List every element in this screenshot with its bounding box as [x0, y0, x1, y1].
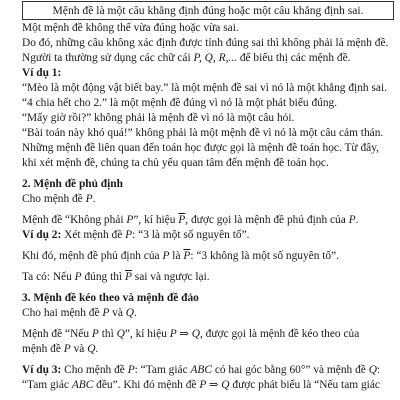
section-2-negation-definition: Mệnh đề “Không phải P”, kí hiệu $\overline{P}$, được gọi là mệnh đề phủ định của P.	[22, 214, 359, 226]
example-3-line-2: “Tam giác ABC đều”. Khi đó mệnh đề P ⇒ Q được phát biểu là “Nếu tam giác	[22, 379, 380, 391]
example-1-line-1: “Mèo là một động vật biết bay.” là một mệnh đề sai vì nó là một khẳng định sai.	[22, 82, 387, 94]
section-2-note: Ta có: Nếu P đúng thì $\overline{P}$ sai và ngược lại.	[22, 271, 210, 283]
example-2-negation: Khi đó, mệnh đề phủ định của P là $\overline{P}$: “3 không là một số nguyên tố”.	[22, 250, 340, 262]
section-2-heading: 2. Mệnh đề phủ định	[22, 178, 123, 190]
intro-line-2: Do đó, những câu không xác định được tính đúng sai thì không phải là mệnh đề.	[22, 37, 389, 49]
p-bar-symbol: $\overline{P}$	[178, 214, 186, 226]
section-3-heading: 3. Mệnh đề kéo theo và mệnh đề đảo	[22, 292, 199, 304]
definition-box	[22, 1, 394, 20]
example-1-line-4: “Bài toán này khó quá!” không phải là một mệnh đề vì nó là một câu cảm thán.	[22, 127, 384, 139]
example-1-line-3: “Mấy giờ rồi?” không phải là mệnh đề vì nó là một câu hỏi.	[22, 112, 295, 124]
intro-line-1: Một mệnh đề không thể vừa đúng hoặc vừa sai.	[22, 22, 239, 34]
section-3-implication-definition: Mệnh đề “Nếu P thì Q”, kí hiệu P ⇒ Q, được gọi là mệnh đề kéo theo của	[22, 328, 360, 340]
implies-symbol: P ⇒ Q	[169, 328, 200, 340]
example-3-line-1: Ví dụ 3: Cho mệnh đề P: “Tam giác ABC có hai góc bằng 60°” và mệnh đề Q:	[22, 364, 381, 376]
section-3-line-1: Cho hai mệnh đề P và Q.	[22, 307, 137, 319]
definition-text: Mệnh đề là một câu khẳng định đúng hoặc một câu khẳng định sai.	[52, 4, 364, 17]
example-1-line-2: “4 chia hết cho 2.” là một mệnh đề đúng vì nó là một phát biểu đúng.	[22, 97, 338, 109]
section-3-implication-definition-cont: mệnh đề P và Q.	[22, 343, 99, 355]
math-proposition-note: Những mệnh đề liên quan đến toán học được gọi là mệnh đề toán học. Từ đây, khi xét mệnh đề, chúng ta chủ yếu quan tâm đến mệnh đề toán học.	[22, 142, 379, 169]
example-2-line: Ví dụ 2: Xét mệnh đề P: “3 là một số nguyên tố”.	[22, 229, 250, 241]
section-2-line-1: Cho mệnh đề P.	[22, 193, 96, 205]
example-1-heading: Ví dụ 1:	[22, 67, 62, 79]
notation-line: Người ta thường sử dụng các chữ cái P, Q, R,... để biểu thị các mệnh đề.	[22, 52, 351, 64]
